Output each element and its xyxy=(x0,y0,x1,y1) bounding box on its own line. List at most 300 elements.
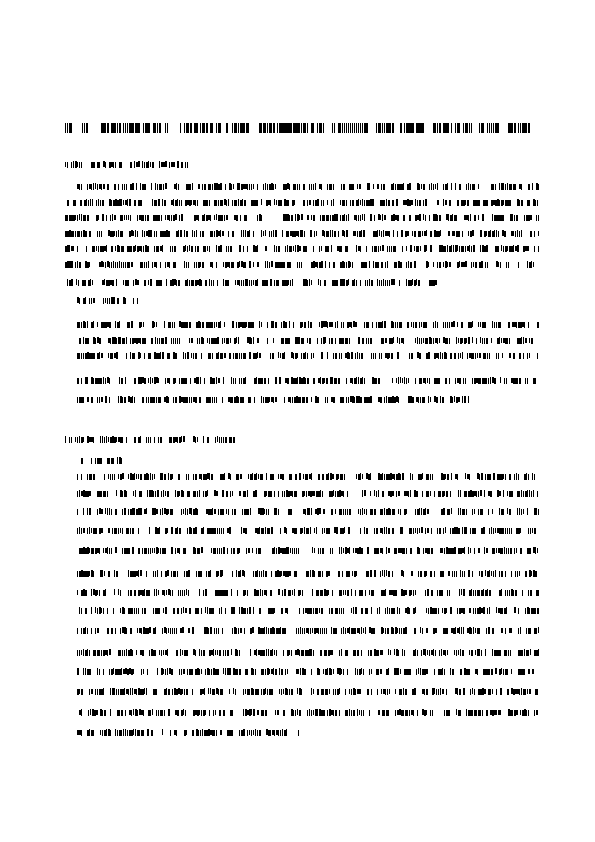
glyph-block xyxy=(468,215,469,221)
glyph-block xyxy=(276,246,277,252)
glyph-block xyxy=(520,710,521,715)
glyph-block xyxy=(523,246,525,252)
glyph-block xyxy=(111,548,112,554)
glyph-block xyxy=(336,527,338,534)
glyph-block xyxy=(467,123,468,133)
glyph-block xyxy=(232,509,233,515)
glyph-block xyxy=(389,590,391,595)
glyph-block xyxy=(387,246,388,252)
glyph-block xyxy=(463,246,464,252)
glyph-block xyxy=(195,710,197,715)
glyph-block xyxy=(89,353,91,359)
glyph-block xyxy=(238,474,239,480)
glyph-block xyxy=(442,689,444,694)
glyph-block xyxy=(201,710,202,716)
glyph-block xyxy=(181,162,183,168)
glyph-block xyxy=(248,322,250,328)
glyph-block xyxy=(346,378,347,384)
glyph-block xyxy=(313,123,314,133)
glyph-block xyxy=(480,245,481,252)
glyph-block xyxy=(313,353,314,358)
glyph-block xyxy=(419,548,420,554)
glyph-block xyxy=(372,509,373,515)
glyph-block xyxy=(418,123,420,133)
glyph-block xyxy=(202,729,203,736)
glyph-block xyxy=(470,184,471,190)
glyph-block xyxy=(417,337,418,344)
glyph-block xyxy=(383,689,385,694)
glyph-block xyxy=(380,474,382,480)
glyph-block xyxy=(233,378,234,384)
glyph-block xyxy=(122,231,123,237)
glyph-block xyxy=(231,548,232,554)
glyph-block xyxy=(104,437,105,443)
glyph-block xyxy=(161,491,162,497)
glyph-block xyxy=(527,689,528,694)
glyph-block xyxy=(506,650,507,656)
glyph-block xyxy=(114,437,116,443)
glyph-block xyxy=(146,231,148,236)
glyph-block xyxy=(247,184,248,190)
glyph-block xyxy=(140,508,142,515)
glyph-block xyxy=(435,321,436,328)
glyph-block xyxy=(117,262,118,268)
glyph-block xyxy=(379,280,380,286)
glyph-block xyxy=(228,397,230,402)
glyph-block xyxy=(242,570,244,576)
glyph-block xyxy=(337,668,339,674)
glyph-block xyxy=(485,262,486,268)
glyph-block xyxy=(111,669,113,675)
glyph-block xyxy=(198,321,200,328)
glyph-block xyxy=(142,608,143,614)
glyph-block xyxy=(67,245,69,252)
glyph-block xyxy=(201,353,202,359)
glyph-block xyxy=(81,353,82,359)
glyph-block xyxy=(216,262,217,268)
glyph-block xyxy=(330,548,331,554)
glyph-block xyxy=(265,123,266,133)
glyph-block xyxy=(187,509,188,515)
glyph-block xyxy=(518,123,519,133)
glyph-block xyxy=(138,590,140,596)
glyph-block xyxy=(97,509,98,515)
glyph-block xyxy=(396,649,398,656)
glyph-block xyxy=(69,437,70,443)
glyph-block xyxy=(501,509,503,515)
glyph-block xyxy=(175,710,177,715)
glyph-block xyxy=(175,214,177,220)
glyph-block xyxy=(167,649,168,656)
glyph-block xyxy=(248,548,250,553)
glyph-block xyxy=(380,650,382,655)
glyph-block xyxy=(165,215,166,220)
glyph-block xyxy=(468,669,470,675)
glyph-block xyxy=(391,338,393,344)
glyph-block xyxy=(303,474,304,479)
glyph-block xyxy=(474,215,476,221)
glyph-block xyxy=(216,322,217,327)
glyph-block xyxy=(430,607,432,614)
glyph-block xyxy=(416,123,418,133)
glyph-block xyxy=(299,377,301,384)
glyph-block xyxy=(103,377,104,384)
glyph-block xyxy=(91,162,93,168)
glyph-block xyxy=(320,590,322,596)
glyph-block xyxy=(116,437,117,442)
glyph-block xyxy=(286,200,288,206)
glyph-block xyxy=(258,474,259,479)
glyph-block xyxy=(364,200,365,206)
glyph-block xyxy=(312,589,313,596)
glyph-block xyxy=(417,215,419,220)
glyph-block xyxy=(217,528,218,534)
glyph-block xyxy=(470,689,471,695)
glyph-block xyxy=(257,184,258,190)
glyph-block xyxy=(362,490,363,497)
glyph-block xyxy=(496,322,497,328)
glyph-block xyxy=(91,298,92,304)
glyph-block xyxy=(484,547,485,554)
glyph-block xyxy=(204,627,206,634)
glyph-block xyxy=(303,338,304,344)
glyph-block xyxy=(349,627,350,634)
glyph-block xyxy=(327,397,328,403)
glyph-block xyxy=(331,669,332,675)
glyph-block xyxy=(347,509,348,515)
glyph-block xyxy=(271,527,273,534)
glyph-block xyxy=(525,571,527,577)
glyph-block xyxy=(234,200,236,206)
glyph-block xyxy=(230,474,231,480)
glyph-block xyxy=(142,184,144,190)
glyph-block xyxy=(455,183,456,190)
glyph-block xyxy=(353,628,355,634)
glyph-block xyxy=(87,184,88,190)
glyph-block xyxy=(160,548,161,554)
glyph-block xyxy=(500,608,502,614)
glyph-block xyxy=(500,710,501,715)
glyph-block xyxy=(376,528,378,534)
glyph-block xyxy=(387,261,388,268)
glyph-block xyxy=(371,353,372,359)
glyph-block xyxy=(239,378,240,384)
glyph-block xyxy=(135,230,136,237)
glyph-block xyxy=(103,688,104,695)
glyph-block xyxy=(405,231,407,237)
glyph-block xyxy=(148,261,149,268)
glyph-block xyxy=(488,378,489,384)
glyph-block xyxy=(384,508,385,515)
glyph-block xyxy=(346,262,347,268)
glyph-block xyxy=(535,378,536,384)
glyph-block xyxy=(202,262,204,268)
glyph-block xyxy=(135,729,136,736)
glyph-block xyxy=(91,474,92,480)
glyph-block xyxy=(65,231,67,237)
glyph-block xyxy=(404,548,405,554)
glyph-block xyxy=(418,246,419,252)
section-1-para-1-line-2 xyxy=(65,199,539,206)
glyph-block xyxy=(183,548,185,554)
glyph-block xyxy=(443,262,444,267)
glyph-block xyxy=(77,261,78,268)
glyph-block xyxy=(303,200,305,206)
glyph-block xyxy=(392,123,394,133)
glyph-block xyxy=(494,230,495,237)
glyph-block xyxy=(273,397,274,403)
glyph-block xyxy=(89,231,91,237)
glyph-block xyxy=(212,353,213,359)
glyph-block xyxy=(165,183,167,189)
glyph-block xyxy=(462,231,463,237)
glyph-block xyxy=(272,627,274,634)
glyph-block xyxy=(201,650,202,656)
glyph-block xyxy=(294,200,295,205)
glyph-block xyxy=(139,215,141,220)
glyph-block xyxy=(513,245,514,252)
glyph-block xyxy=(174,730,176,735)
glyph-block xyxy=(246,215,247,221)
glyph-block xyxy=(83,337,84,344)
glyph-block xyxy=(179,200,180,206)
glyph-block xyxy=(469,650,470,655)
glyph-block xyxy=(116,490,117,496)
glyph-block xyxy=(453,628,455,634)
glyph-block xyxy=(168,231,170,237)
glyph-block xyxy=(119,246,120,252)
glyph-block xyxy=(149,527,150,534)
glyph-block xyxy=(502,548,503,554)
glyph-block xyxy=(144,262,145,268)
glyph-block xyxy=(206,627,208,634)
glyph-block xyxy=(200,123,201,133)
glyph-block xyxy=(536,710,538,715)
glyph-block xyxy=(158,353,160,359)
glyph-block xyxy=(195,548,196,554)
glyph-block xyxy=(274,730,275,736)
glyph-block xyxy=(152,474,153,480)
glyph-block xyxy=(487,200,488,206)
glyph-block xyxy=(216,214,217,220)
glyph-block xyxy=(391,353,393,359)
glyph-block xyxy=(463,378,464,384)
glyph-block xyxy=(278,280,279,286)
glyph-block xyxy=(398,650,399,656)
glyph-block xyxy=(130,528,131,534)
glyph-block xyxy=(238,199,239,206)
glyph-block xyxy=(293,378,295,384)
glyph-block xyxy=(239,491,241,496)
glyph-block xyxy=(335,710,337,716)
glyph-block xyxy=(65,262,67,268)
glyph-block xyxy=(176,231,178,237)
glyph-block xyxy=(201,547,203,553)
glyph-block xyxy=(165,262,166,268)
glyph-block xyxy=(517,508,518,515)
glyph-block xyxy=(191,669,193,675)
glyph-block xyxy=(338,378,340,384)
document-title xyxy=(65,123,530,133)
glyph-block xyxy=(245,669,247,675)
glyph-block xyxy=(461,627,462,634)
glyph-block xyxy=(222,200,223,206)
glyph-block xyxy=(101,689,103,695)
glyph-block xyxy=(329,689,330,694)
glyph-block xyxy=(507,246,508,251)
glyph-block xyxy=(79,214,80,220)
glyph-block xyxy=(403,628,405,634)
glyph-block xyxy=(266,729,268,735)
glyph-block xyxy=(337,608,338,614)
glyph-block xyxy=(200,262,201,267)
glyph-block xyxy=(404,377,405,384)
glyph-block xyxy=(202,184,203,190)
glyph-block xyxy=(300,668,301,675)
glyph-block xyxy=(84,200,86,206)
glyph-block xyxy=(365,608,367,614)
glyph-block xyxy=(278,547,280,554)
glyph-block xyxy=(319,123,321,133)
glyph-block xyxy=(400,474,401,480)
glyph-block xyxy=(77,628,78,634)
glyph-block xyxy=(458,528,460,534)
glyph-block xyxy=(269,528,270,534)
glyph-block xyxy=(431,528,432,534)
glyph-block xyxy=(122,397,123,403)
glyph-block xyxy=(457,688,458,695)
glyph-block xyxy=(278,730,279,736)
glyph-block xyxy=(348,261,350,268)
glyph-block xyxy=(420,123,422,133)
glyph-block xyxy=(191,246,193,252)
glyph-block xyxy=(252,473,253,480)
glyph-block xyxy=(191,280,193,286)
glyph-block xyxy=(163,490,164,497)
glyph-block xyxy=(331,397,333,402)
glyph-block xyxy=(336,214,338,221)
glyph-block xyxy=(429,184,430,190)
glyph-block xyxy=(425,338,427,344)
glyph-block xyxy=(515,231,516,237)
glyph-block xyxy=(144,231,145,237)
glyph-block xyxy=(152,321,154,328)
glyph-block xyxy=(358,199,359,206)
glyph-block xyxy=(458,710,460,716)
glyph-block xyxy=(207,437,209,443)
glyph-block xyxy=(377,184,379,189)
glyph-block xyxy=(371,590,373,596)
glyph-block xyxy=(419,378,421,384)
glyph-block xyxy=(329,262,330,268)
glyph-block xyxy=(421,378,422,384)
glyph-block xyxy=(475,200,477,206)
glyph-block xyxy=(424,710,426,716)
glyph-block xyxy=(349,709,350,716)
glyph-block xyxy=(127,199,128,206)
glyph-block xyxy=(286,547,288,554)
glyph-block xyxy=(294,548,295,554)
glyph-block xyxy=(142,650,144,656)
glyph-block xyxy=(173,352,175,359)
glyph-block xyxy=(493,184,494,190)
glyph-block xyxy=(220,230,221,237)
glyph-block xyxy=(396,548,397,554)
glyph-block xyxy=(442,571,444,577)
glyph-block xyxy=(198,184,200,189)
glyph-block xyxy=(519,231,520,237)
glyph-block xyxy=(281,322,282,328)
glyph-block xyxy=(358,246,360,251)
glyph-block xyxy=(317,338,318,344)
glyph-block xyxy=(321,352,323,359)
glyph-block xyxy=(425,649,426,656)
glyph-block xyxy=(412,689,414,695)
glyph-block xyxy=(394,262,396,268)
glyph-block xyxy=(324,280,326,286)
glyph-block xyxy=(176,628,177,634)
glyph-block xyxy=(378,214,380,220)
glyph-block xyxy=(426,689,428,695)
glyph-block xyxy=(445,650,446,656)
glyph-block xyxy=(212,231,213,237)
glyph-block xyxy=(327,668,328,675)
glyph-block xyxy=(289,571,291,576)
glyph-block xyxy=(375,231,377,237)
glyph-block xyxy=(118,474,119,479)
glyph-block xyxy=(235,669,237,675)
glyph-block xyxy=(273,184,274,190)
glyph-block xyxy=(261,669,263,675)
glyph-block xyxy=(251,200,253,206)
glyph-block xyxy=(303,123,305,133)
glyph-block xyxy=(360,378,362,384)
glyph-block xyxy=(261,689,262,695)
glyph-block xyxy=(310,230,312,237)
glyph-block xyxy=(155,337,156,344)
glyph-block xyxy=(416,279,417,285)
glyph-block xyxy=(469,590,471,596)
glyph-block xyxy=(220,730,222,735)
glyph-block xyxy=(535,608,536,614)
glyph-block xyxy=(518,650,520,656)
glyph-block xyxy=(144,338,146,344)
glyph-block xyxy=(257,730,258,736)
glyph-block xyxy=(134,473,135,480)
glyph-block xyxy=(355,322,357,327)
glyph-block xyxy=(349,689,350,694)
glyph-block xyxy=(353,231,355,236)
glyph-block xyxy=(523,491,524,497)
glyph-block xyxy=(245,689,246,694)
glyph-block xyxy=(497,246,499,252)
glyph-block xyxy=(350,200,351,206)
glyph-block xyxy=(276,548,277,554)
glyph-block xyxy=(132,353,134,359)
glyph-block xyxy=(204,184,206,190)
glyph-block xyxy=(322,628,323,634)
glyph-block xyxy=(209,608,211,614)
glyph-block xyxy=(389,280,390,286)
glyph-block xyxy=(494,322,495,328)
glyph-block xyxy=(85,608,87,614)
glyph-block xyxy=(77,668,79,675)
glyph-block xyxy=(422,709,424,715)
glyph-block xyxy=(208,509,210,515)
glyph-block xyxy=(415,322,417,328)
glyph-block xyxy=(447,338,448,344)
glyph-block xyxy=(375,262,377,268)
